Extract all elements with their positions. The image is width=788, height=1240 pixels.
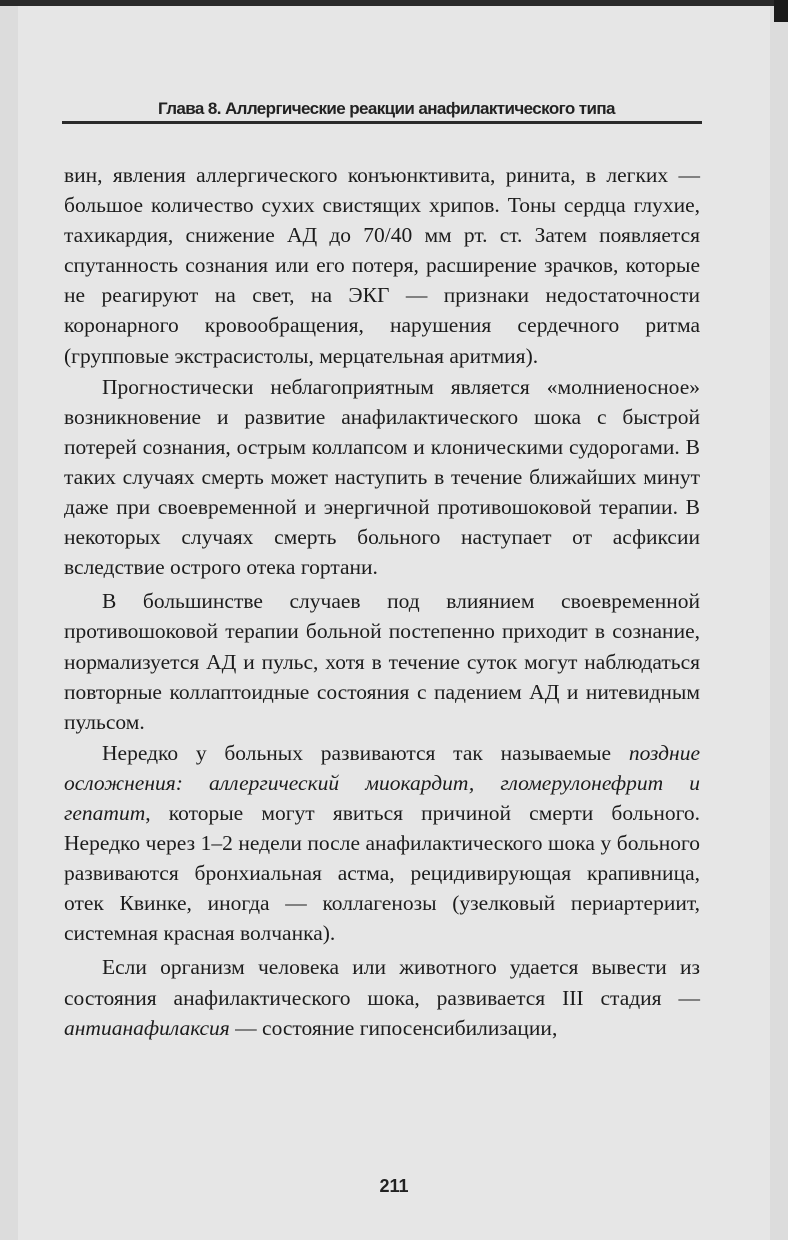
paragraph-3: В большинстве случаев под влиянием своевременной противошоковой терапии больной постепенно приходит в сознание, нормализуется АД и пульс, хотя в течение суток могут наблюдаться повторные коллаптоидные состояния с падением АД и нитевидным пульсом. xyxy=(64,589,700,734)
header-rule xyxy=(62,121,702,124)
scan-corner-mark xyxy=(774,0,788,22)
body-text xyxy=(64,160,700,1043)
paragraph-4-text-end: , которые могут явиться причиной смерти больного. Нередко через 1–2 недели после анафилактического шока у больного развиваются бронхиальная астма, рецидивирующая крапивница, отек Квинке, иногда — коллагенозы (узелковый периартериит, системная красная волчанка). xyxy=(64,800,700,946)
paragraph-1: вин, явления аллергического конъюнктивита, ринита, в легких — большое количество сухих свистящих хрипов. Тоны сердца глухие, тахикардия, снижение АД до 70/40 мм рт. ст. Затем появляется спутанность сознания или его потеря, расширение зрачков, которые не реагируют на свет, на ЭКГ — признаки недостаточности коронарного кровообращения, нарушения сердечного ритма (групповые экстрасистолы, мерцательная аритмия). xyxy=(64,163,700,368)
paragraph-5 xyxy=(64,952,700,1042)
paragraph-4-italic-term: поздние осложнения: аллергический миокардит, гломерулонефрит и гепатит xyxy=(64,740,700,825)
paragraph-4-text: Нередко у больных развиваются так называемые xyxy=(102,740,629,765)
paragraph-5-text-end: — состояние гипосенсибилизации, xyxy=(229,1015,558,1040)
scan-top-edge xyxy=(0,0,788,6)
paragraph-2: Прогностически неблагоприятным является «молниеносное» возникновение и развитие анафилактического шока с быстрой потерей сознания, острым коллапсом и клоническими судорогами. В таких случаях смерть может наступить в течение ближайших минут даже при своевременной и энергичной противошоковой терапии. В некоторых случаях смерть больного наступает от асфиксии вследствие острого отека гортани. xyxy=(64,374,700,580)
page-number: 211 xyxy=(379,1176,409,1196)
paragraph-5-italic-term: антианафилаксия xyxy=(64,1015,230,1040)
paragraph-5-text: Если организм человека или животного удается вывести из состояния анафилактического шока, развивается III стадия — xyxy=(64,955,700,1010)
running-head: Глава 8. Аллергические реакции анафилактического типа xyxy=(158,99,615,118)
paragraph-4 xyxy=(64,738,700,949)
